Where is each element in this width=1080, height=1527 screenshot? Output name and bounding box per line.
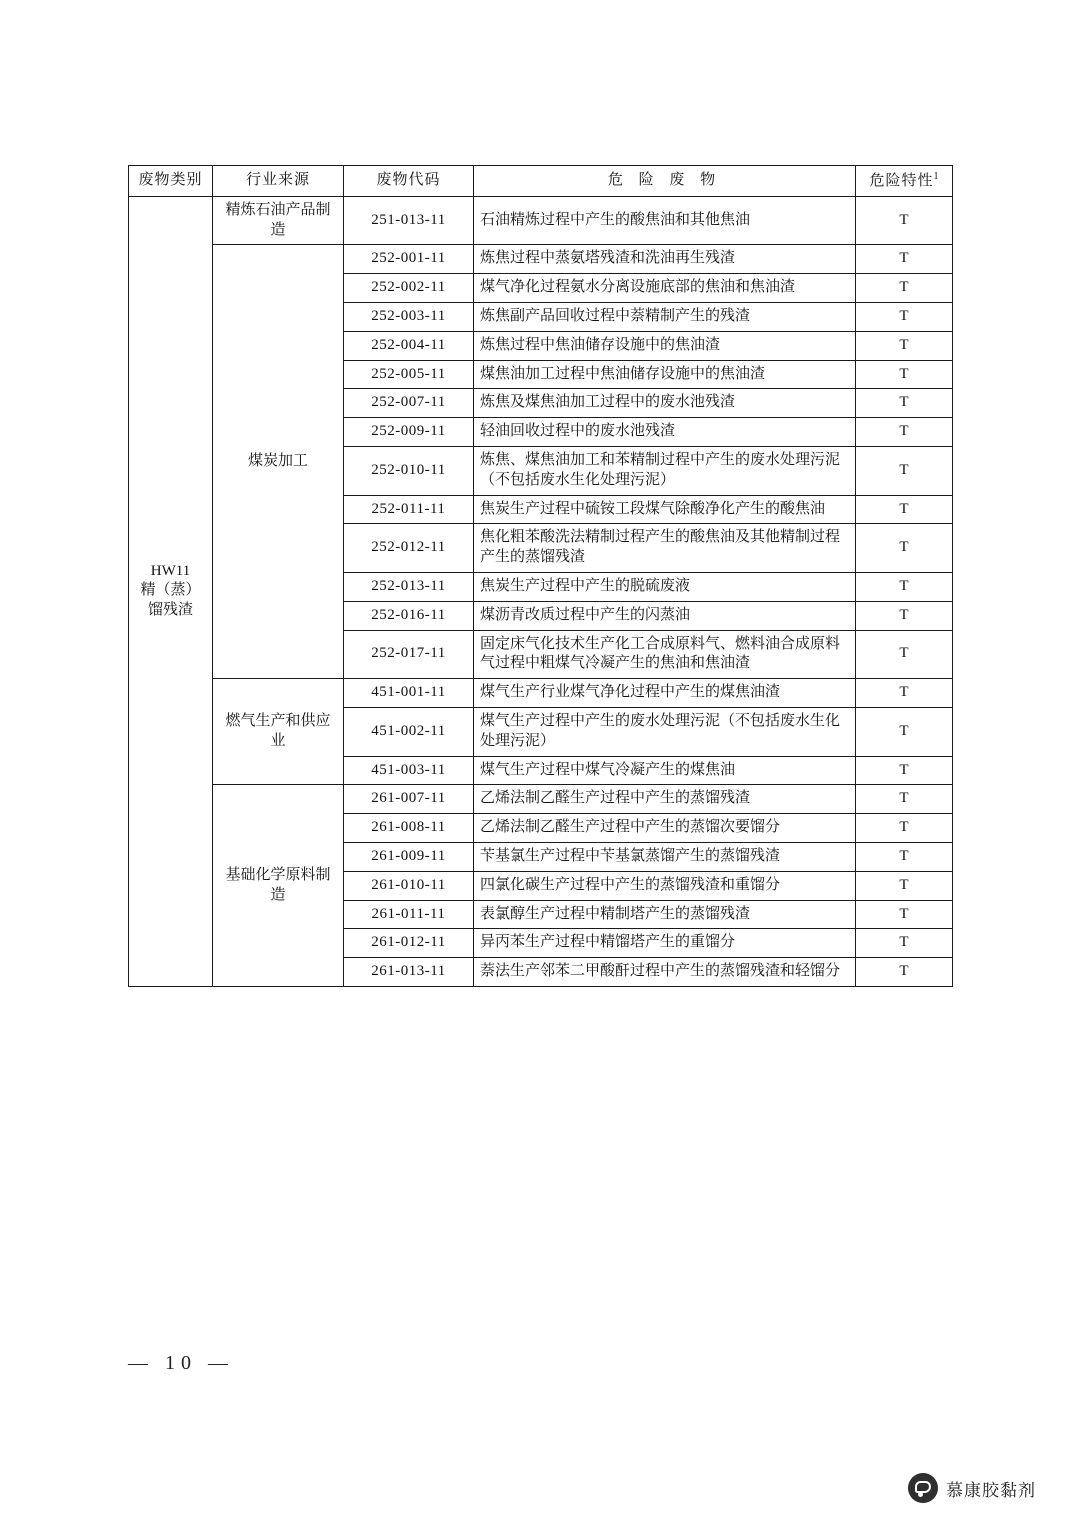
waste-code-cell: 251-013-11 — [344, 196, 474, 245]
hazardous-waste-description-cell: 炼焦、煤焦油加工和苯精制过程中产生的废水处理污泥（不包括废水生化处理污泥） — [474, 446, 856, 495]
hazard-property-cell: T — [856, 707, 953, 756]
hazard-property-cell: T — [856, 785, 953, 814]
hazard-property-cell: T — [856, 630, 953, 679]
header-hazard-property-superscript: 1 — [933, 171, 939, 182]
hazardous-waste-description-cell: 炼焦副产品回收过程中萘精制产生的残渣 — [474, 302, 856, 331]
hazardous-waste-description-cell: 煤气生产过程中煤气冷凝产生的煤焦油 — [474, 756, 856, 785]
page-number: — 10 — — [128, 1352, 234, 1374]
waste-code-cell: 252-001-11 — [344, 245, 474, 274]
hazard-property-cell: T — [856, 446, 953, 495]
hazardous-waste-description-cell: 焦化粗苯酸洗法精制过程产生的酸焦油及其他精制过程产生的蒸馏残渣 — [474, 524, 856, 573]
hazard-property-cell: T — [856, 929, 953, 958]
table-row — [129, 196, 953, 245]
hazard-property-cell: T — [856, 302, 953, 331]
hazardous-waste-description-cell: 石油精炼过程中产生的酸焦油和其他焦油 — [474, 196, 856, 245]
brand-logo-icon — [908, 1473, 938, 1503]
header-hazardous-waste: 危 险 废 物 — [474, 166, 856, 197]
table-row — [129, 785, 953, 814]
hazardous-waste-description-cell: 轻油回收过程中的废水池残渣 — [474, 418, 856, 447]
hazard-property-cell: T — [856, 814, 953, 843]
hazardous-waste-description-cell: 乙烯法制乙醛生产过程中产生的蒸馏次要馏分 — [474, 814, 856, 843]
hazardous-waste-description-cell: 四氯化碳生产过程中产生的蒸馏残渣和重馏分 — [474, 871, 856, 900]
table-header-row — [129, 166, 953, 197]
hazard-property-cell: T — [856, 389, 953, 418]
waste-code-cell: 252-007-11 — [344, 389, 474, 418]
waste-code-cell: 252-013-11 — [344, 572, 474, 601]
header-category: 废物类别 — [129, 166, 213, 197]
header-hazard-property — [856, 166, 953, 197]
hazardous-waste-description-cell: 萘法生产邻苯二甲酸酐过程中产生的蒸馏残渣和轻馏分 — [474, 958, 856, 987]
hazardous-waste-description-cell: 煤气生产行业煤气净化过程中产生的煤焦油渣 — [474, 679, 856, 708]
waste-code-cell: 252-012-11 — [344, 524, 474, 573]
hazard-property-cell: T — [856, 245, 953, 274]
waste-category-cell: HW11 精（蒸） 馏残渣 — [129, 196, 213, 986]
waste-code-cell: 261-008-11 — [344, 814, 474, 843]
hazardous-waste-description-cell: 苄基氯生产过程中苄基氯蒸馏产生的蒸馏残渣 — [474, 842, 856, 871]
waste-code-cell: 252-009-11 — [344, 418, 474, 447]
hazard-property-cell: T — [856, 572, 953, 601]
hazardous-waste-description-cell: 异丙苯生产过程中精馏塔产生的重馏分 — [474, 929, 856, 958]
hazard-property-cell: T — [856, 958, 953, 987]
hazard-property-cell: T — [856, 418, 953, 447]
hazard-property-cell: T — [856, 331, 953, 360]
table-row — [129, 245, 953, 274]
waste-code-cell: 252-016-11 — [344, 601, 474, 630]
industry-source-cell: 燃气生产和供应业 — [213, 679, 344, 785]
hazardous-waste-description-cell: 乙烯法制乙醛生产过程中产生的蒸馏残渣 — [474, 785, 856, 814]
waste-code-cell: 252-003-11 — [344, 302, 474, 331]
hazard-property-cell: T — [856, 871, 953, 900]
hazard-property-cell: T — [856, 756, 953, 785]
hazardous-waste-description-cell: 表氯醇生产过程中精制塔产生的蒸馏残渣 — [474, 900, 856, 929]
waste-code-cell: 261-009-11 — [344, 842, 474, 871]
hazardous-waste-description-cell: 炼焦过程中蒸氨塔残渣和洗油再生残渣 — [474, 245, 856, 274]
hazard-property-cell: T — [856, 842, 953, 871]
waste-code-cell: 261-012-11 — [344, 929, 474, 958]
waste-code-cell: 252-010-11 — [344, 446, 474, 495]
header-industry-source: 行业来源 — [213, 166, 344, 197]
waste-code-cell: 451-002-11 — [344, 707, 474, 756]
footer-brand-name: 慕康胶黏剂 — [946, 1480, 1036, 1501]
hazardous-waste-description-cell: 焦炭生产过程中硫铵工段煤气除酸净化产生的酸焦油 — [474, 495, 856, 524]
header-waste-code: 废物代码 — [344, 166, 474, 197]
hazard-property-cell: T — [856, 360, 953, 389]
hazardous-waste-description-cell: 固定床气化技术生产化工合成原料气、燃料油合成原料气过程中粗煤气冷凝产生的焦油和焦油渣 — [474, 630, 856, 679]
waste-code-cell: 252-011-11 — [344, 495, 474, 524]
hazardous-waste-description-cell: 炼焦及煤焦油加工过程中的废水池残渣 — [474, 389, 856, 418]
industry-source-cell: 煤炭加工 — [213, 245, 344, 679]
hazard-property-cell: T — [856, 900, 953, 929]
hazard-property-cell: T — [856, 679, 953, 708]
waste-code-cell: 451-003-11 — [344, 756, 474, 785]
waste-code-cell: 451-001-11 — [344, 679, 474, 708]
waste-code-cell: 252-005-11 — [344, 360, 474, 389]
hazardous-waste-table-container — [128, 165, 952, 987]
hazardous-waste-description-cell: 煤气生产过程中产生的废水处理污泥（不包括废水生化处理污泥） — [474, 707, 856, 756]
waste-code-cell: 261-011-11 — [344, 900, 474, 929]
hazard-property-cell: T — [856, 495, 953, 524]
waste-code-cell: 252-002-11 — [344, 274, 474, 303]
hazard-property-cell: T — [856, 524, 953, 573]
hazardous-waste-description-cell: 煤沥青改质过程中产生的闪蒸油 — [474, 601, 856, 630]
industry-source-cell: 基础化学原料制造 — [213, 785, 344, 987]
waste-code-cell: 261-010-11 — [344, 871, 474, 900]
waste-code-cell: 261-013-11 — [344, 958, 474, 987]
table-header — [129, 166, 953, 197]
table-body — [129, 196, 953, 986]
hazardous-waste-description-cell: 焦炭生产过程中产生的脱硫废液 — [474, 572, 856, 601]
footer-brand — [908, 1473, 1036, 1503]
industry-source-cell: 精炼石油产品制造 — [213, 196, 344, 245]
waste-code-cell: 252-017-11 — [344, 630, 474, 679]
hazard-property-cell: T — [856, 601, 953, 630]
header-hazard-property-text: 危险特性 — [869, 173, 934, 189]
hazard-property-cell: T — [856, 196, 953, 245]
hazardous-waste-table — [128, 165, 953, 987]
hazardous-waste-description-cell: 煤气净化过程氨水分离设施底部的焦油和焦油渣 — [474, 274, 856, 303]
waste-code-cell: 261-007-11 — [344, 785, 474, 814]
hazard-property-cell: T — [856, 274, 953, 303]
hazardous-waste-description-cell: 煤焦油加工过程中焦油储存设施中的焦油渣 — [474, 360, 856, 389]
table-row — [129, 679, 953, 708]
waste-code-cell: 252-004-11 — [344, 331, 474, 360]
hazardous-waste-description-cell: 炼焦过程中焦油储存设施中的焦油渣 — [474, 331, 856, 360]
